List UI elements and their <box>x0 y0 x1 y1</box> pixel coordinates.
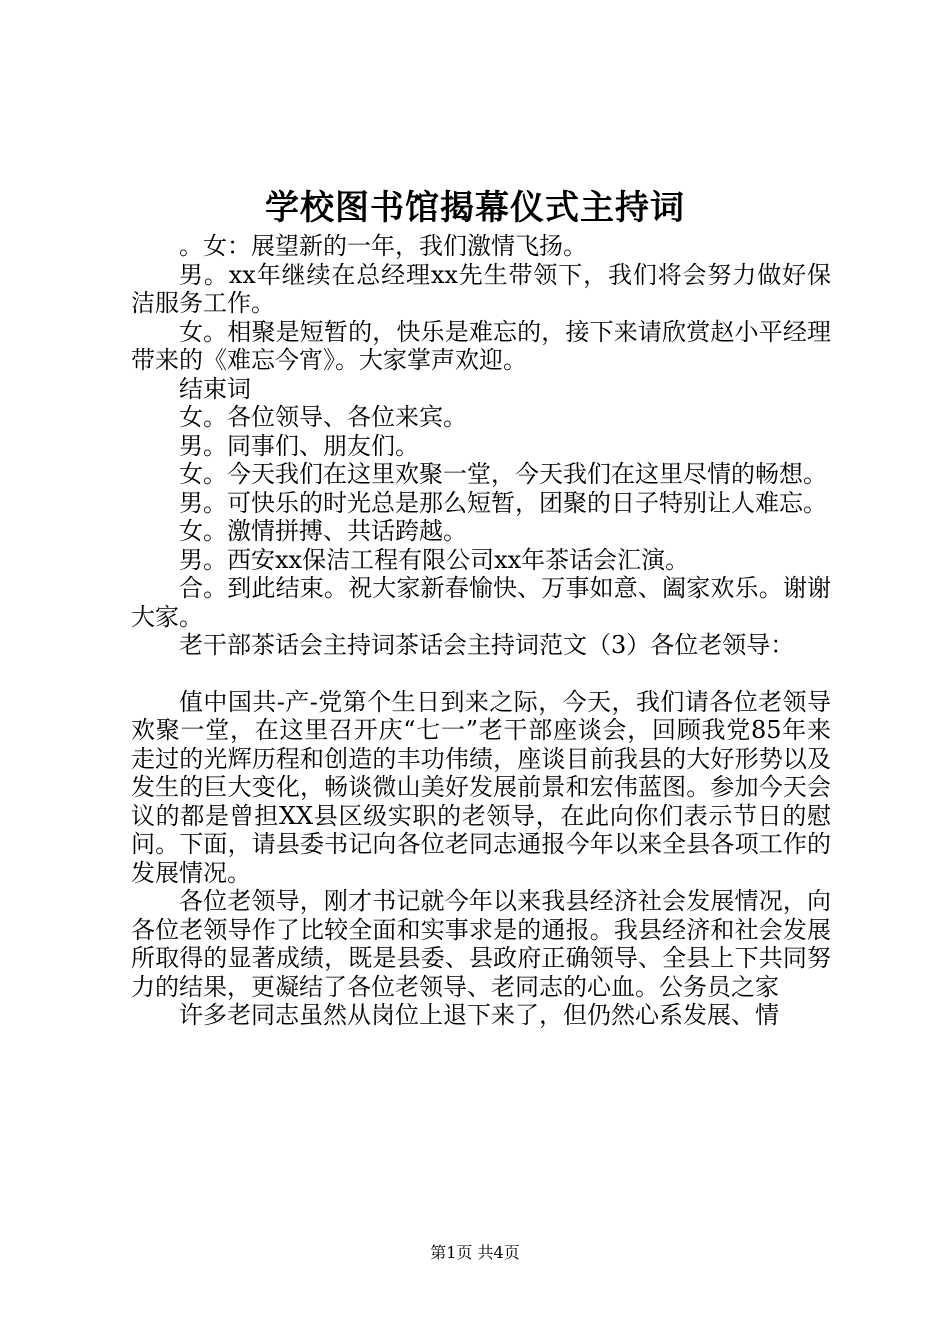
paragraph: 值中国共-产-党第个生日到来之际，今天，我们请各位老领导欢聚一堂，在这里召开庆“七一”老干部座谈会，回顾我党85年来走过的光辉历程和创造的丰功伟绩，座谈目前我县的大好形势以及发生的巨大变化，畅谈微山美好发展前景和宏伟蓝图。参加今天会议的都是曾担XX县区级实职的老领导，在此向你们表示节日的慰问。下面，请县委书记向各位老同志通报今年以来全县各项工作的发展情况。 <box>131 687 831 887</box>
paragraph: 各位老领导，刚才书记就今年以来我县经济社会发展情况，向各位老领导作了比较全面和实事求是的通报。我县经济和社会发展所取得的显著成绩，既是县委、县政府正确领导、全县上下共同努力的结果，更凝结了各位老领导、老同志的心血。公务员之家 <box>131 887 831 1001</box>
page-footer: 第1页 共4页 <box>430 1243 520 1262</box>
section-heading: 结束词 <box>179 374 251 403</box>
paragraph: 老干部茶话会主持词茶话会主持词范文（3）各位老领导： <box>179 631 795 659</box>
paragraph: 男。xx年继续在总经理xx先生带领下，我们将会努力做好保洁服务工作。 <box>131 260 831 317</box>
paragraph: 许多老同志虽然从岗位上退下来了，但仍然心系发展、情 <box>179 1001 779 1029</box>
paragraph: 女。相聚是短暂的，快乐是难忘的，接下来请欣赏赵小平经理带来的《难忘今宵》。大家掌声欢迎。 <box>131 317 831 374</box>
document-title: 学校图书馆揭幕仪式主持词 <box>265 188 685 228</box>
paragraph: 男。西安xx保洁工程有限公司xx年茶话会汇演。 <box>179 545 690 574</box>
paragraph: 女。今天我们在这里欢聚一堂，今天我们在这里尽情的畅想。 <box>179 460 827 488</box>
paragraph: 女。各位领导、各位来宾。 <box>179 403 467 431</box>
document-body <box>131 232 831 1030</box>
paragraph: 男。同事们、朋友们。 <box>179 431 419 460</box>
paragraph: 女。激情拼搏、共话跨越。 <box>179 517 467 545</box>
paragraph: 合。到此结束。祝大家新春愉快、万事如意、阖家欢乐。谢谢大家。 <box>131 574 831 631</box>
paragraph: 男。可快乐的时光总是那么短暂，团聚的日子特别让人难忘。 <box>179 488 827 517</box>
paragraph: 。女：展望新的一年，我们激情飞扬。 <box>179 232 587 260</box>
